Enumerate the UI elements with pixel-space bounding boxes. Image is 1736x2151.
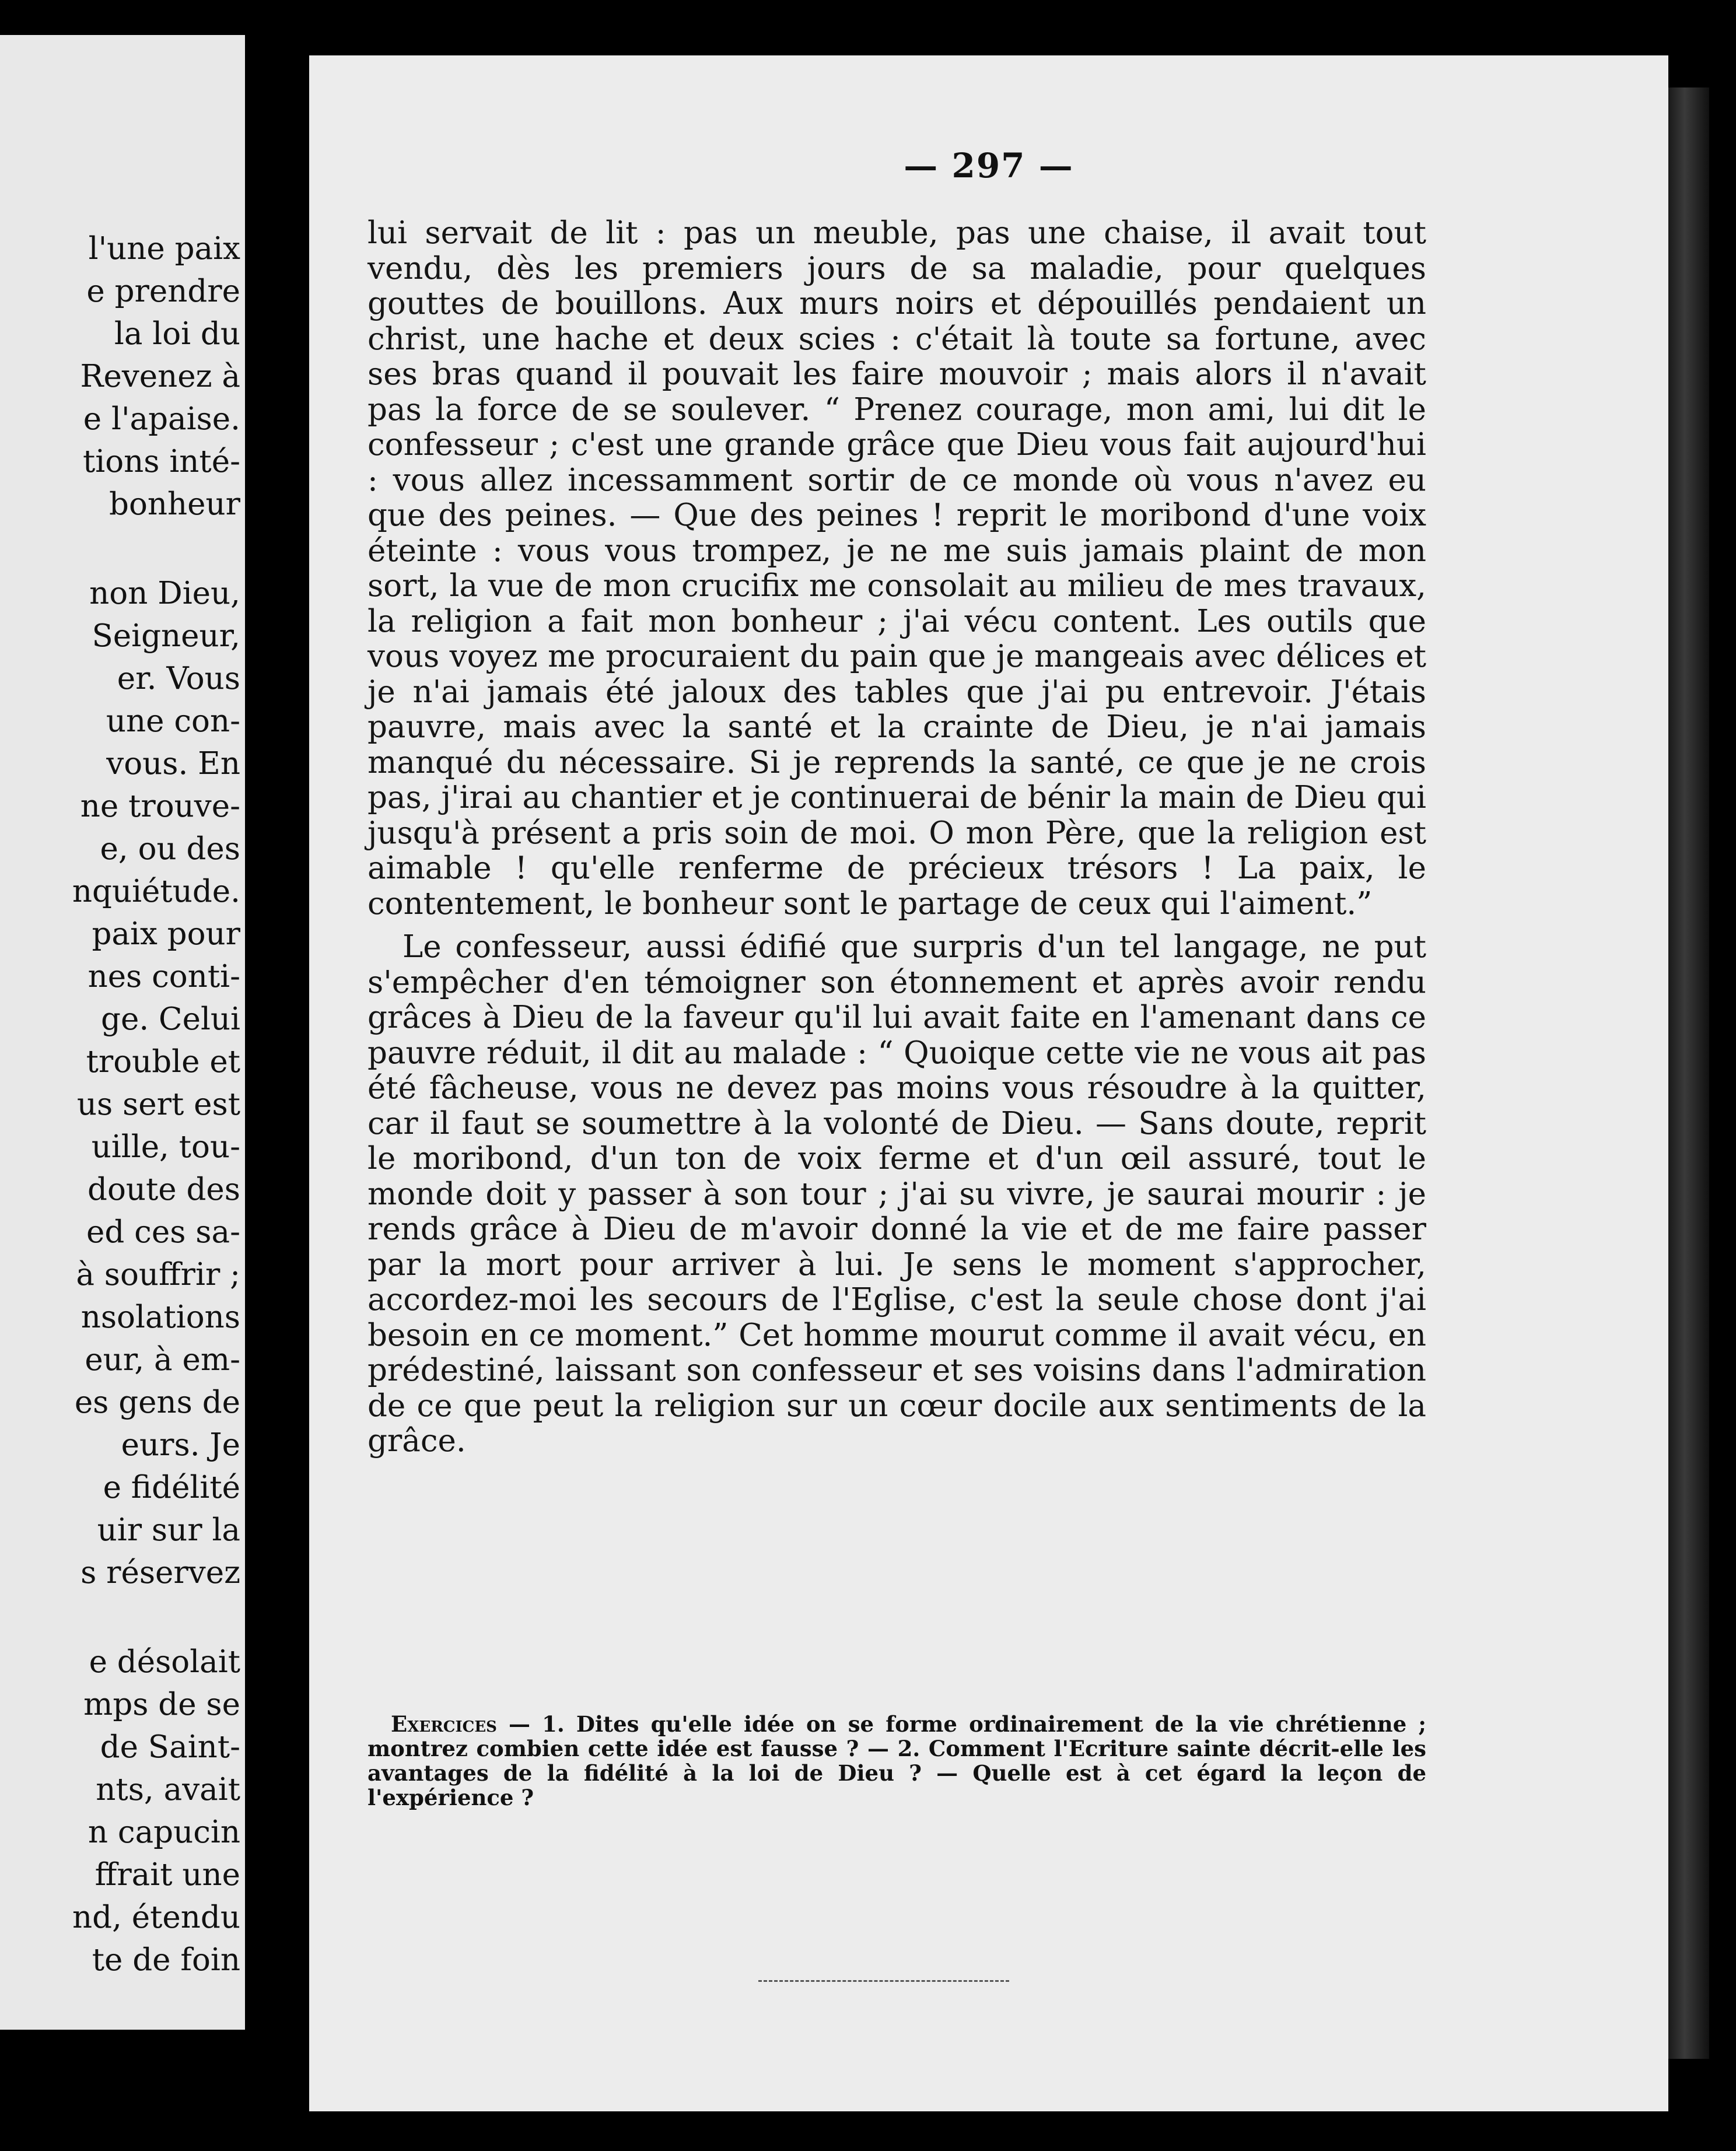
left-page-line: de Saint- <box>100 1729 240 1765</box>
left-page-line: non Dieu, <box>89 576 240 611</box>
exercises <box>368 1712 1426 1810</box>
left-page-line: us sert est <box>76 1087 240 1122</box>
left-page-line: e fidélité <box>103 1470 240 1505</box>
left-page-line: à souffrir ; <box>76 1257 240 1292</box>
left-page-line: nsolations <box>80 1299 240 1335</box>
left-page-line: nes conti- <box>88 959 240 994</box>
left-page-line: paix pour <box>92 916 240 952</box>
left-page-line: Seigneur, <box>92 618 240 654</box>
left-page-line: es gens de <box>74 1385 240 1420</box>
left-page-line: e l'apaise. <box>83 401 240 437</box>
left-page-line: e désolait <box>89 1644 240 1680</box>
left-page-line: n capucin <box>88 1814 240 1850</box>
exercises-text: — 1. Dites qu'elle idée on se forme ordinairement de la vie chrétienne ; montrez combien cette idée est fausse ? — 2. Comment l'Ecriture sainte décrit-elle les avantages de la fidélité à la loi de Dieu ? — Quelle est à cet égard la leçon de l'expérience ? <box>368 1711 1426 1810</box>
left-page-line: e prendre <box>86 274 240 309</box>
left-page-line: vous. En <box>106 746 240 782</box>
right-page <box>309 55 1668 2111</box>
left-page-line: eurs. Je <box>121 1427 240 1463</box>
exercises-label: Exercices <box>391 1711 497 1737</box>
left-page-line: trouble et <box>86 1044 240 1080</box>
left-page-line: l'une paix <box>88 231 240 267</box>
book-gutter <box>245 23 309 2065</box>
left-page-line: er. Vous <box>117 661 240 696</box>
left-page-line: doute des <box>88 1172 240 1207</box>
left-page-line: ge. Celui <box>101 1001 240 1037</box>
left-page-line: te de foin <box>92 1942 240 1978</box>
bottom-rule <box>758 1980 1009 1982</box>
paragraph-1: lui servait de lit : pas un meuble, pas une chaise, il avait tout vendu, dès les premiers jours de sa maladie, pour quelques gouttes de bouillons. Aux murs noirs et dépouillés pendaient un christ, une hache et deux scies : c'était là toute sa fortune, avec ses bras quand il pouvait les faire mouvoir ; mais alors il n'avait pas la force de se soulever. “ Prenez courage, mon ami, lui dit le confesseur ; c'est une grande grâce que Dieu vous fait aujourd'hui : vous allez incessamment sortir de ce monde où vous n'avez eu que des peines. — Que des peines ! reprit le moribond d'une voix éteinte : vous vous trompez, je ne me suis jamais plaint de mon sort, la vue de mon crucifix me consolait au milieu de mes travaux, la religion a fait mon bonheur ; j'ai vécu content. Les outils que vous voyez me procuraient du pain que je mangeais avec délices et je n'ai jamais été jaloux des tables que j'ai pu entrevoir. J'étais pauvre, mais avec la santé et la crainte de Dieu, je n'ai jamais manqué du nécessaire. Si je reprends la santé, ce que je ne crois pas, j'irai au chantier et je continuerai de bénir la main de Dieu qui jusqu'à présent a pris soin de moi. O mon Père, que la religion est aimable ! qu'elle renferme de précieux trésors ! La paix, le contentement, le bonheur sont le partage de ceux qui l'aiment.” <box>368 215 1426 922</box>
left-page <box>0 35 245 2030</box>
left-page-line: une con- <box>106 703 240 739</box>
left-page-line: ne trouve- <box>80 789 240 824</box>
left-page-line: mps de se <box>83 1687 240 1722</box>
left-page-line: uir sur la <box>97 1512 240 1548</box>
left-page-line: nd, étendu <box>72 1900 240 1935</box>
paragraph-2: Le confesseur, aussi édifié que surpris d'un tel langage, ne put s'empêcher d'en témoigner son étonnement et après avoir rendu grâces à Dieu de la faveur qu'il lui avait faite en l'amenant dans ce pauvre réduit, il dit au malade : “ Quoique cette vie ne vous ait pas été fâcheuse, vous ne devez pas moins vous résoudre à la quitter, car il faut se soumettre à la volonté de Dieu. — Sans doute, reprit le moribond, d'un ton de voix ferme et d'un œil assuré, tout le monde doit y passer à son tour ; j'ai su vivre, je saurai mourir : je rends grâce à Dieu de m'avoir donné la vie et de me faire passer par la mort pour arriver à lui. Je sens le moment s'approcher, accordez-moi les secours de l'Eglise, c'est la seule chose dont j'ai besoin en ce moment.” Cet homme mourut comme il avait vécu, en prédestiné, laissant son confesseur et ses voisins dans l'admiration de ce que peut la religion sur un cœur docile aux sentiments de la grâce. <box>368 929 1426 1459</box>
left-page-line: bonheur <box>109 486 240 522</box>
left-page-line: ffrait une <box>94 1857 240 1893</box>
left-page-line: nquiétude. <box>72 874 240 909</box>
left-page-line <box>72 526 240 572</box>
left-page-line: ed ces sa- <box>86 1214 240 1250</box>
left-page-line: nts, avait <box>96 1772 240 1807</box>
left-page-line <box>72 1594 240 1641</box>
left-page-line: s réservez <box>80 1555 240 1591</box>
page-edge <box>1668 87 1709 2059</box>
left-page-text <box>72 227 240 1981</box>
left-page-line: Revenez à <box>80 359 240 394</box>
left-page-line: tions inté- <box>83 444 240 479</box>
left-page-line: uille, tou- <box>91 1129 240 1165</box>
left-page-line: la loi du <box>114 316 240 352</box>
page-number: — 297 — <box>904 146 1074 185</box>
body-text <box>368 216 1426 1459</box>
left-page-line: e, ou des <box>100 831 240 867</box>
left-page-line: eur, à em- <box>85 1342 240 1378</box>
